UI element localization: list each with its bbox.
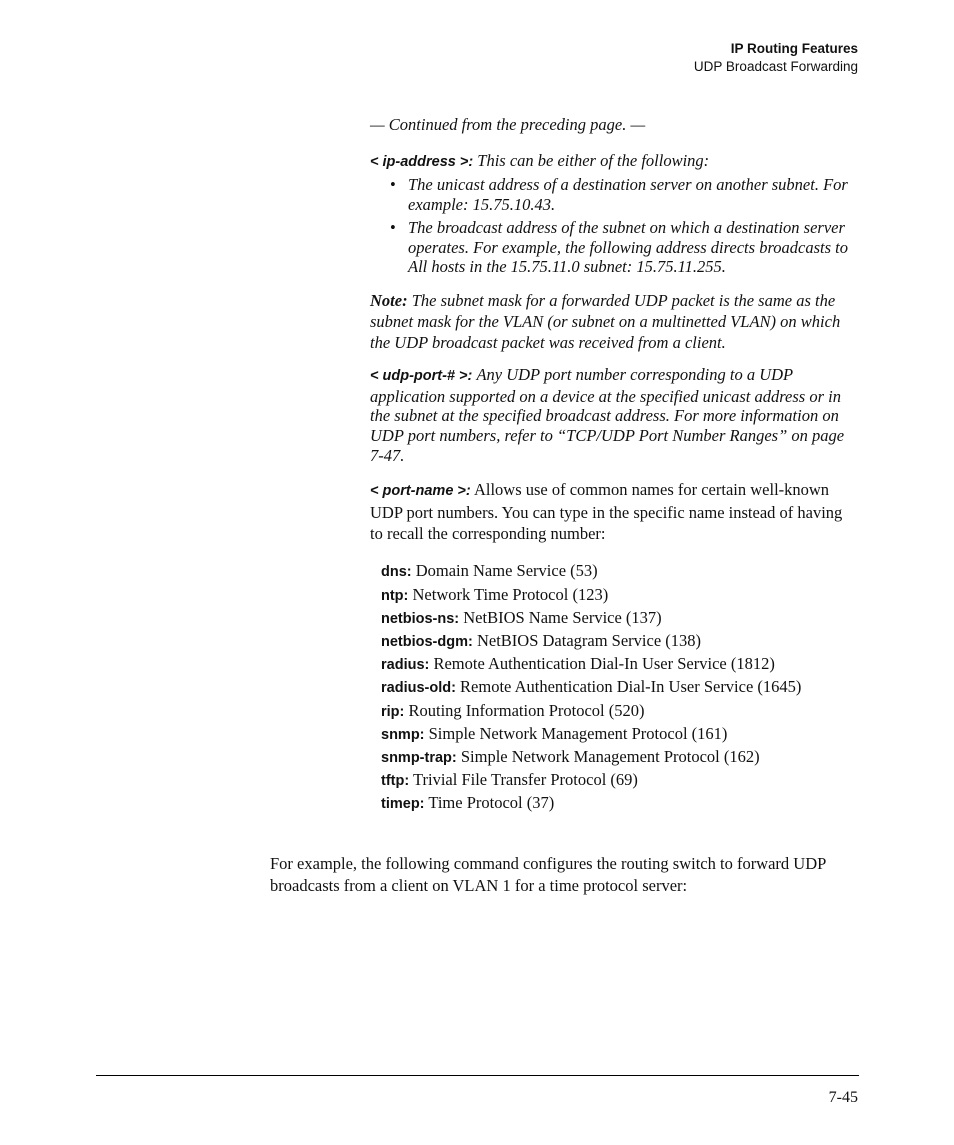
list-item: radius-old: Remote Authentication Dial-In User Service (1645) bbox=[381, 677, 802, 697]
list-item: • The unicast address of a destination server on another subnet. For example: 15.75.10.43. bbox=[390, 175, 848, 215]
list-item: snmp-trap: Simple Network Management Protocol (162) bbox=[381, 747, 760, 767]
list-item: dns: Domain Name Service (53) bbox=[381, 561, 598, 581]
note-label: Note: bbox=[370, 290, 408, 310]
port-name-text: Allows use of common names for certain well-known UDP port numbers. You can type in the specific name instead of having to recall the corresponding number: bbox=[370, 480, 843, 544]
section-title: UDP Broadcast Forwarding bbox=[693, 59, 858, 74]
note-paragraph bbox=[370, 290, 858, 353]
list-item: netbios-dgm: NetBIOS Datagram Service (138) bbox=[381, 631, 702, 651]
list-item: ntp: Network Time Protocol (123) bbox=[381, 584, 609, 604]
ip-address-intro: This can be either of the following: bbox=[477, 150, 710, 170]
port-list bbox=[381, 560, 858, 815]
udp-port-param bbox=[370, 365, 858, 466]
ip-address-bullets bbox=[370, 175, 858, 277]
list-item: tftp: Trivial File Transfer Protocol (69) bbox=[381, 770, 638, 790]
list-item: timep: Time Protocol (37) bbox=[381, 793, 555, 813]
note-text: The subnet mask for a forwarded UDP packet is the same as the subnet mask for the VLAN (or subnet on a multinetted VLAN) on which the UDP broadcast packet was received from a client. bbox=[370, 290, 841, 352]
main-content bbox=[370, 115, 858, 816]
continued-note: — Continued from the preceding page. — bbox=[370, 115, 646, 134]
list-item: • The broadcast address of the subnet on which a destination server operates. For example, the following address directs broadcasts to All hosts in the 15.75.11.0 subnet: 15.75.11.255. bbox=[390, 217, 848, 277]
bullet-icon: • bbox=[390, 217, 396, 237]
bullet-icon: • bbox=[390, 175, 396, 195]
example-paragraph: For example, the following command configures the routing switch to forward UDP broadcasts from a client on VLAN 1 for a time protocol server: bbox=[270, 854, 826, 895]
page-number: 7-45 bbox=[828, 1089, 858, 1106]
port-name-param bbox=[370, 479, 858, 544]
list-item: snmp: Simple Network Management Protocol (161) bbox=[381, 723, 728, 743]
ip-address-keyword: < ip-address >: bbox=[370, 153, 474, 170]
list-item: netbios-ns: NetBIOS Name Service (137) bbox=[381, 607, 662, 627]
list-item: rip: Routing Information Protocol (520) bbox=[381, 700, 645, 720]
running-header bbox=[694, 40, 858, 76]
udp-port-text: Any UDP port number corresponding to a UDP application supported on a device at the specified unicast address or in the subnet at the specified broadcast address. For more information on UDP port numbers, refer to “TCP/UDP Port Number Ranges” on page 7-47. bbox=[370, 364, 845, 465]
ip-address-param bbox=[370, 151, 858, 277]
port-name-keyword: < port-name >: bbox=[370, 483, 471, 500]
chapter-title: IP Routing Features bbox=[730, 41, 858, 56]
udp-port-keyword: < udp-port-# >: bbox=[370, 367, 473, 384]
list-item: radius: Remote Authentication Dial-In User Service (1812) bbox=[381, 654, 775, 674]
footer-divider bbox=[96, 1075, 859, 1076]
